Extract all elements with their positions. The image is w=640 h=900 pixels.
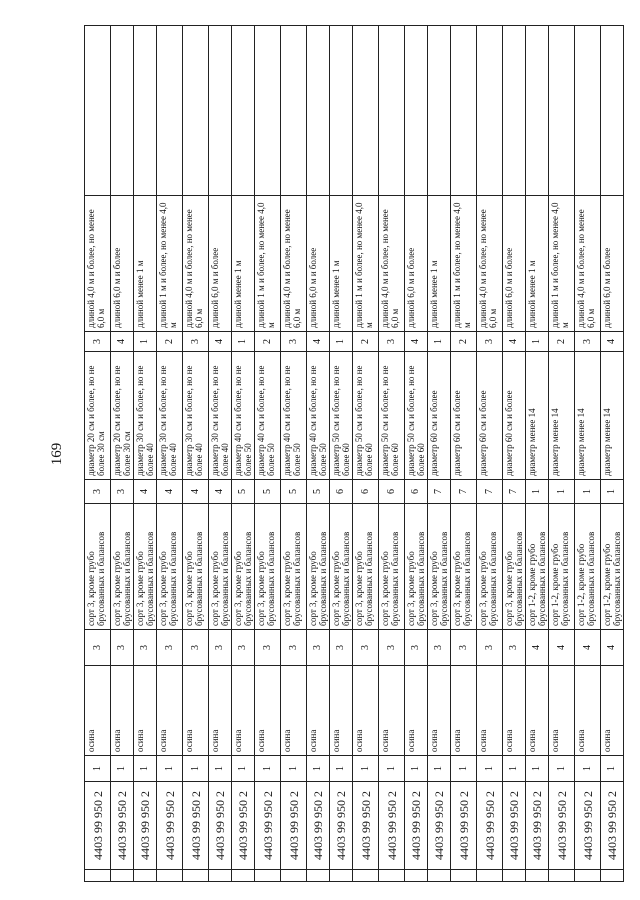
margin-cell [526,870,549,882]
level-3-cell: 3 [330,630,353,666]
code-cell: 4403 99 950 2 [405,782,428,870]
diameter-cell: диаметр менее 14 [575,352,601,480]
level-5-cell: 4 [134,480,157,504]
grade-cell: сорт 1-2, кроме грубо брусованных и балансов [575,504,601,630]
diameter-cell: диаметр 60 см и более [503,352,526,480]
diameter-cell: диаметр 50 см и более, но не более 60 [379,352,405,480]
empty-cell [526,26,549,196]
grade-cell: сорт 3, кроме грубо брусованных и балансов [209,504,232,630]
table-row [428,26,451,882]
empty-cell [85,26,111,196]
empty-cell [477,26,503,196]
level-7-cell: 3 [477,332,503,352]
species-cell: осина [379,666,405,756]
diameter-cell: диаметр 40 см и более, но не более 50 [307,352,330,480]
grade-cell: сорт 3, кроме грубо брусованных и балансов [232,504,255,630]
level-5-cell: 7 [428,480,451,504]
code-cell: 4403 99 950 2 [232,782,255,870]
level-5-cell: 7 [503,480,526,504]
empty-cell [134,26,157,196]
species-cell: осина [601,666,624,756]
grade-cell: сорт 3, кроме грубо брусованных и балансов [183,504,209,630]
grade-cell: сорт 3, кроме грубо брусованных и балансов [330,504,353,630]
diameter-cell: диаметр 50 см и более, но не более 60 [330,352,353,480]
level-1-cell: 1 [157,756,183,782]
level-3-cell: 3 [379,630,405,666]
table-row [307,26,330,882]
level-5-cell: 5 [281,480,307,504]
level-1-cell: 1 [209,756,232,782]
table-row [503,26,526,882]
table-row [209,26,232,882]
level-5-cell: 6 [405,480,428,504]
level-1-cell: 1 [232,756,255,782]
species-cell: осина [255,666,281,756]
diameter-cell: диаметр менее 14 [601,352,624,480]
level-1-cell: 1 [405,756,428,782]
grade-cell: сорт 1-2, кроме грубо брусованных и балансов [549,504,575,630]
species-cell: осина [477,666,503,756]
length-cell: длиной 4,0 м и более, но менее 6,0 м [575,196,601,332]
length-cell: длиной 1 м и более, но менее 4,0 м [549,196,575,332]
diameter-cell: диаметр 50 см и более, но не более 60 [405,352,428,480]
level-1-cell: 1 [549,756,575,782]
level-3-cell: 3 [255,630,281,666]
species-cell: осина [330,666,353,756]
margin-cell [281,870,307,882]
level-3-cell: 4 [549,630,575,666]
level-3-cell: 4 [575,630,601,666]
margin-cell [157,870,183,882]
diameter-cell: диаметр менее 14 [526,352,549,480]
level-7-cell: 2 [549,332,575,352]
grade-cell: сорт 3, кроме грубо брусованных и балансов [281,504,307,630]
grade-cell: сорт 3, кроме грубо брусованных и балансов [111,504,134,630]
level-7-cell: 4 [111,332,134,352]
table-row [575,26,601,882]
level-5-cell: 7 [451,480,477,504]
code-cell: 4403 99 950 2 [477,782,503,870]
level-3-cell: 3 [232,630,255,666]
species-cell: осина [111,666,134,756]
empty-cell [111,26,134,196]
empty-cell [405,26,428,196]
level-1-cell: 1 [255,756,281,782]
species-cell: осина [157,666,183,756]
margin-cell [405,870,428,882]
level-7-cell: 4 [209,332,232,352]
level-5-cell: 3 [111,480,134,504]
length-cell: длиной 1 м и более, но менее 4,0 м [255,196,281,332]
species-cell: осина [134,666,157,756]
code-cell: 4403 99 950 2 [111,782,134,870]
level-1-cell: 1 [428,756,451,782]
table-row [353,26,379,882]
margin-cell [255,870,281,882]
diameter-cell: диаметр 50 см и более, но не более 60 [353,352,379,480]
level-3-cell: 3 [281,630,307,666]
level-7-cell: 3 [183,332,209,352]
grade-cell: сорт 3, кроме грубо брусованных и балансов [307,504,330,630]
code-cell: 4403 99 950 2 [353,782,379,870]
margin-cell [134,870,157,882]
empty-cell [379,26,405,196]
table-row [405,26,428,882]
species-cell: осина [526,666,549,756]
table-row [549,26,575,882]
level-1-cell: 1 [85,756,111,782]
code-cell: 4403 99 950 2 [549,782,575,870]
level-1-cell: 1 [281,756,307,782]
table-row [157,26,183,882]
grade-cell: сорт 3, кроме грубо брусованных и балансов [477,504,503,630]
empty-cell [330,26,353,196]
level-3-cell: 3 [405,630,428,666]
level-3-cell: 4 [601,630,624,666]
margin-cell [379,870,405,882]
length-cell: длиной 6,0 м и более [209,196,232,332]
margin-cell [307,870,330,882]
grade-cell: сорт 3, кроме грубо брусованных и балансов [157,504,183,630]
level-7-cell: 3 [575,332,601,352]
margin-cell [85,870,111,882]
length-cell: длиной менее 1 м [330,196,353,332]
length-cell: длиной 6,0 м и более [111,196,134,332]
diameter-cell: диаметр 20 см и более, но не более 30 см [85,352,111,480]
length-cell: длиной 6,0 м и более [405,196,428,332]
length-cell: длиной менее 1 м [232,196,255,332]
level-5-cell: 4 [183,480,209,504]
length-cell: длиной 6,0 м и более [503,196,526,332]
grade-cell: сорт 3, кроме грубо брусованных и балансов [451,504,477,630]
table-row [477,26,503,882]
level-3-cell: 3 [85,630,111,666]
empty-cell [503,26,526,196]
grade-cell: сорт 1-2, кроме грубо брусованных и балансов [601,504,624,630]
diameter-cell: диаметр 30 см и более, но не более 40 [183,352,209,480]
length-cell: длиной 4,0 м и более, но менее 6,0 м [477,196,503,332]
level-7-cell: 4 [601,332,624,352]
diameter-cell: диаметр 60 см и более [451,352,477,480]
diameter-cell: диаметр 40 см и более, но не более 50 [281,352,307,480]
margin-cell [209,870,232,882]
empty-cell [255,26,281,196]
level-1-cell: 1 [307,756,330,782]
margin-cell [503,870,526,882]
margin-cell [232,870,255,882]
level-3-cell: 4 [526,630,549,666]
length-cell: длиной менее 1 м [428,196,451,332]
length-cell: длиной 1 м и более, но менее 4,0 м [353,196,379,332]
table-row [134,26,157,882]
empty-cell [281,26,307,196]
diameter-cell: диаметр 30 см и более, но не более 40 [209,352,232,480]
species-cell: осина [232,666,255,756]
diameter-cell: диаметр 30 см и более, но не более 40 [157,352,183,480]
grade-cell: сорт 3, кроме грубо брусованных и балансов [353,504,379,630]
margin-cell [549,870,575,882]
margin-cell [330,870,353,882]
level-3-cell: 3 [209,630,232,666]
level-7-cell: 1 [428,332,451,352]
table-row [526,26,549,882]
empty-cell [232,26,255,196]
table-row [379,26,405,882]
level-7-cell: 4 [307,332,330,352]
level-3-cell: 3 [307,630,330,666]
diameter-cell: диаметр менее 14 [549,352,575,480]
table-row [85,26,111,882]
diameter-cell: диаметр 30 см и более, но не более 40 [134,352,157,480]
length-cell: длиной 1 м и более, но менее 4,0 м [157,196,183,332]
diameter-cell: диаметр 20 см и более, но не более 30 см [111,352,134,480]
level-5-cell: 4 [157,480,183,504]
level-1-cell: 1 [330,756,353,782]
level-7-cell: 1 [232,332,255,352]
level-5-cell: 6 [353,480,379,504]
level-3-cell: 3 [134,630,157,666]
table-body [85,26,624,882]
grade-cell: сорт 3, кроме грубо брусованных и балансов [379,504,405,630]
level-7-cell: 2 [451,332,477,352]
margin-cell [428,870,451,882]
classification-table [84,25,624,882]
grade-cell: сорт 3, кроме грубо брусованных и балансов [85,504,111,630]
level-1-cell: 1 [477,756,503,782]
empty-cell [157,26,183,196]
empty-cell [183,26,209,196]
level-7-cell: 4 [405,332,428,352]
code-cell: 4403 99 950 2 [575,782,601,870]
level-7-cell: 1 [330,332,353,352]
level-3-cell: 3 [477,630,503,666]
grade-cell: сорт 1-2, кроме грубо брусованных и балансов [526,504,549,630]
level-5-cell: 1 [526,480,549,504]
level-3-cell: 3 [503,630,526,666]
level-5-cell: 1 [549,480,575,504]
species-cell: осина [85,666,111,756]
level-1-cell: 1 [111,756,134,782]
level-1-cell: 1 [134,756,157,782]
code-cell: 4403 99 950 2 [601,782,624,870]
species-cell: осина [575,666,601,756]
species-cell: осина [307,666,330,756]
margin-cell [111,870,134,882]
level-7-cell: 1 [526,332,549,352]
code-cell: 4403 99 950 2 [428,782,451,870]
length-cell: длиной 6,0 м и более [601,196,624,332]
length-cell: длиной 4,0 м и более, но менее 6,0 м [379,196,405,332]
code-cell: 4403 99 950 2 [379,782,405,870]
table-row [232,26,255,882]
empty-cell [549,26,575,196]
margin-cell [601,870,624,882]
length-cell: длиной 4,0 м и более, но менее 6,0 м [183,196,209,332]
grade-cell: сорт 3, кроме грубо брусованных и балансов [428,504,451,630]
level-1-cell: 1 [526,756,549,782]
level-5-cell: 5 [307,480,330,504]
species-cell: осина [353,666,379,756]
page-number: 169 [49,442,65,466]
length-cell: длиной 1 м и более, но менее 4,0 м [451,196,477,332]
empty-cell [307,26,330,196]
empty-cell [601,26,624,196]
diameter-cell: диаметр 60 см и более [428,352,451,480]
margin-cell [451,870,477,882]
grade-cell: сорт 3, кроме грубо брусованных и балансов [134,504,157,630]
code-cell: 4403 99 950 2 [330,782,353,870]
empty-cell [353,26,379,196]
level-5-cell: 4 [209,480,232,504]
code-cell: 4403 99 950 2 [503,782,526,870]
level-1-cell: 1 [503,756,526,782]
level-3-cell: 3 [157,630,183,666]
level-3-cell: 3 [451,630,477,666]
length-cell: длиной 6,0 м и более [307,196,330,332]
level-1-cell: 1 [451,756,477,782]
level-3-cell: 3 [111,630,134,666]
species-cell: осина [428,666,451,756]
code-cell: 4403 99 950 2 [157,782,183,870]
table-row [601,26,624,882]
level-1-cell: 1 [575,756,601,782]
level-5-cell: 6 [379,480,405,504]
length-cell: длиной 4,0 м и более, но менее 6,0 м [85,196,111,332]
level-5-cell: 5 [255,480,281,504]
table-row [281,26,307,882]
code-cell: 4403 99 950 2 [307,782,330,870]
diameter-cell: диаметр 40 см и более, но не более 50 [255,352,281,480]
margin-cell [477,870,503,882]
species-cell: осина [451,666,477,756]
level-7-cell: 3 [85,332,111,352]
level-1-cell: 1 [379,756,405,782]
grade-cell: сорт 3, кроме грубо брусованных и балансов [255,504,281,630]
grade-cell: сорт 3, кроме грубо брусованных и балансов [405,504,428,630]
level-5-cell: 1 [575,480,601,504]
level-5-cell: 6 [330,480,353,504]
level-5-cell: 1 [601,480,624,504]
table-row [330,26,353,882]
empty-cell [575,26,601,196]
code-cell: 4403 99 950 2 [134,782,157,870]
level-3-cell: 3 [183,630,209,666]
species-cell: осина [405,666,428,756]
level-7-cell: 3 [379,332,405,352]
species-cell: осина [549,666,575,756]
empty-cell [428,26,451,196]
level-7-cell: 2 [255,332,281,352]
length-cell: длиной 4,0 м и более, но менее 6,0 м [281,196,307,332]
empty-cell [209,26,232,196]
species-cell: осина [281,666,307,756]
level-7-cell: 1 [134,332,157,352]
level-3-cell: 3 [428,630,451,666]
code-cell: 4403 99 950 2 [255,782,281,870]
empty-cell [451,26,477,196]
level-5-cell: 7 [477,480,503,504]
table-container [84,26,622,882]
code-cell: 4403 99 950 2 [451,782,477,870]
diameter-cell: диаметр 40 см и более, но не более 50 [232,352,255,480]
level-7-cell: 4 [503,332,526,352]
level-5-cell: 3 [85,480,111,504]
margin-cell [353,870,379,882]
code-cell: 4403 99 950 2 [526,782,549,870]
species-cell: осина [209,666,232,756]
length-cell: длиной менее 1 м [526,196,549,332]
level-1-cell: 1 [353,756,379,782]
level-7-cell: 3 [281,332,307,352]
species-cell: осина [503,666,526,756]
code-cell: 4403 99 950 2 [281,782,307,870]
table-row [255,26,281,882]
level-7-cell: 2 [157,332,183,352]
level-1-cell: 1 [183,756,209,782]
table-row [111,26,134,882]
table-row [451,26,477,882]
code-cell: 4403 99 950 2 [183,782,209,870]
species-cell: осина [183,666,209,756]
margin-cell [575,870,601,882]
level-5-cell: 5 [232,480,255,504]
level-7-cell: 2 [353,332,379,352]
table-row [183,26,209,882]
code-cell: 4403 99 950 2 [209,782,232,870]
length-cell: длиной менее 1 м [134,196,157,332]
margin-cell [183,870,209,882]
level-3-cell: 3 [353,630,379,666]
level-1-cell: 1 [601,756,624,782]
grade-cell: сорт 3, кроме грубо брусованных и балансов [503,504,526,630]
diameter-cell: диаметр 60 см и более [477,352,503,480]
code-cell: 4403 99 950 2 [85,782,111,870]
